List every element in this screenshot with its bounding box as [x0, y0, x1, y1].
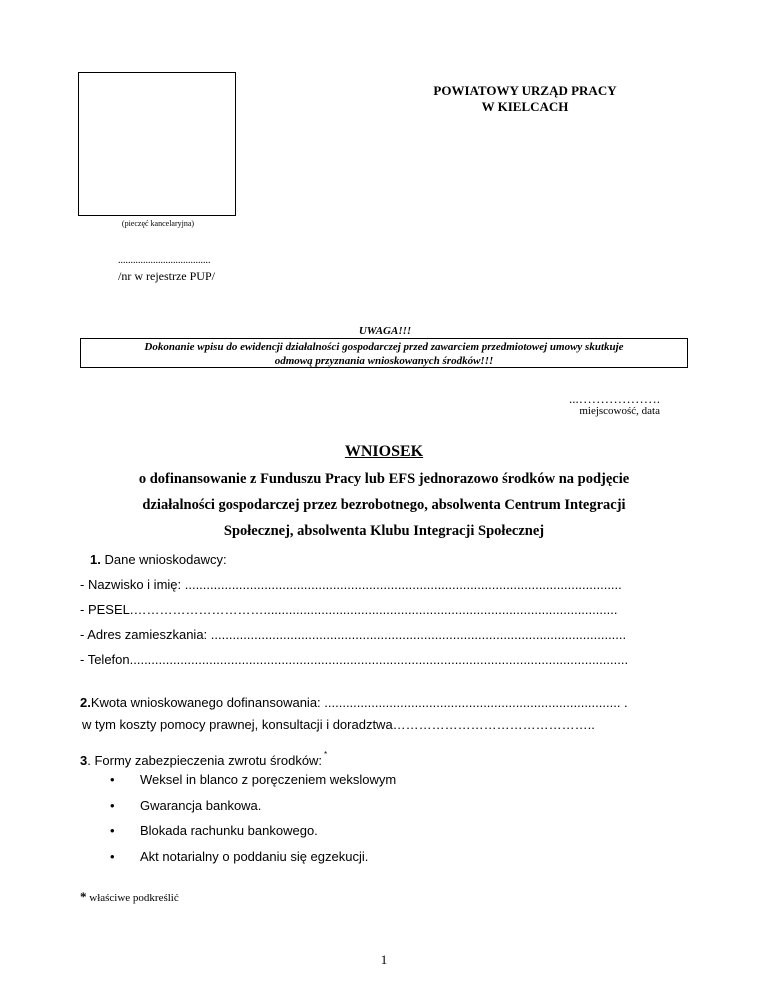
office-name — [400, 83, 650, 115]
page-number: 1 — [380, 952, 388, 967]
phone-field: - Telefon.......................................................................................................................................... — [80, 652, 629, 667]
subtitle-line-3: Społecznej, absolwenta Klubu Integracji Społecznej — [223, 523, 545, 539]
list-item: • Weksel in blanco z poręczeniem wekslowym — [110, 772, 396, 798]
notice-box — [80, 338, 688, 368]
list-item: • Akt notarialny o poddaniu się egzekucji. — [110, 849, 396, 875]
footnote — [80, 889, 179, 905]
document-title: WNIOSEK — [344, 443, 424, 460]
place-date-dots: ...………………. — [569, 391, 660, 406]
place-date-label: miejscowość, data — [579, 405, 660, 417]
pesel-field: - PESEL.………………………….................................................................................................. — [80, 602, 618, 617]
section-3-heading — [80, 750, 327, 768]
office-line-2: W KIELCACH — [481, 99, 569, 114]
section-3-number: 3 — [80, 753, 88, 768]
footnote-text: właściwe podkreślić — [89, 892, 179, 904]
section-1-label: Dane wnioskodawcy: — [104, 552, 227, 567]
list-item: • Blokada rachunku bankowego. — [110, 823, 396, 849]
section-2-number: 2. — [80, 695, 91, 710]
registry-number-label: /nr w rejestrze PUP/ — [118, 269, 215, 283]
subtitle-line-1: o dofinansowanie z Funduszu Pracy lub EFS jednorazowo środków na podjęcie — [138, 471, 630, 487]
notice-line-2: odmową przyznania wnioskowanych środków!!! — [274, 355, 494, 367]
address-field: - Adres zamieszkania: ................................................................................................................... — [80, 627, 627, 642]
section-3-label: . Formy zabezpieczenia zwrotu środków: — [87, 753, 323, 768]
name-field: - Nazwisko i imię: ......................................................................................................................... — [80, 577, 622, 592]
office-line-1: POWIATOWY URZĄD PRACY — [433, 83, 617, 98]
footnote-mark: * — [324, 750, 328, 759]
amount-label: Kwota wnioskowanego dofinansowania: .................................................................................. . — [90, 695, 628, 710]
subtitle-line-2: działalności gospodarczej przez bezrobotnego, absolwenta Centrum Integracji — [142, 497, 626, 513]
section-1-heading — [90, 552, 227, 567]
notice-line-1: Dokonanie wpisu do ewidencji działalności gospodarczej przed zawarciem przedmiotowej umowy skutkuje — [144, 341, 624, 353]
stamp-caption: (pieczęć kancelaryjna) — [121, 219, 195, 228]
document-subtitle — [60, 466, 708, 544]
notice-title: UWAGA!!! — [358, 325, 412, 337]
security-forms-list — [110, 772, 396, 875]
stamp-box — [78, 72, 236, 216]
registry-number-dots: ..................................... — [118, 255, 211, 266]
section-1-number: 1. — [90, 552, 101, 567]
amount-field — [80, 695, 628, 710]
costs-field: w tym koszty pomocy prawnej, konsultacji i doradztwa……………………………………….. — [82, 717, 595, 732]
list-item: • Gwarancja bankowa. — [110, 798, 396, 824]
footnote-star: * — [80, 889, 87, 904]
